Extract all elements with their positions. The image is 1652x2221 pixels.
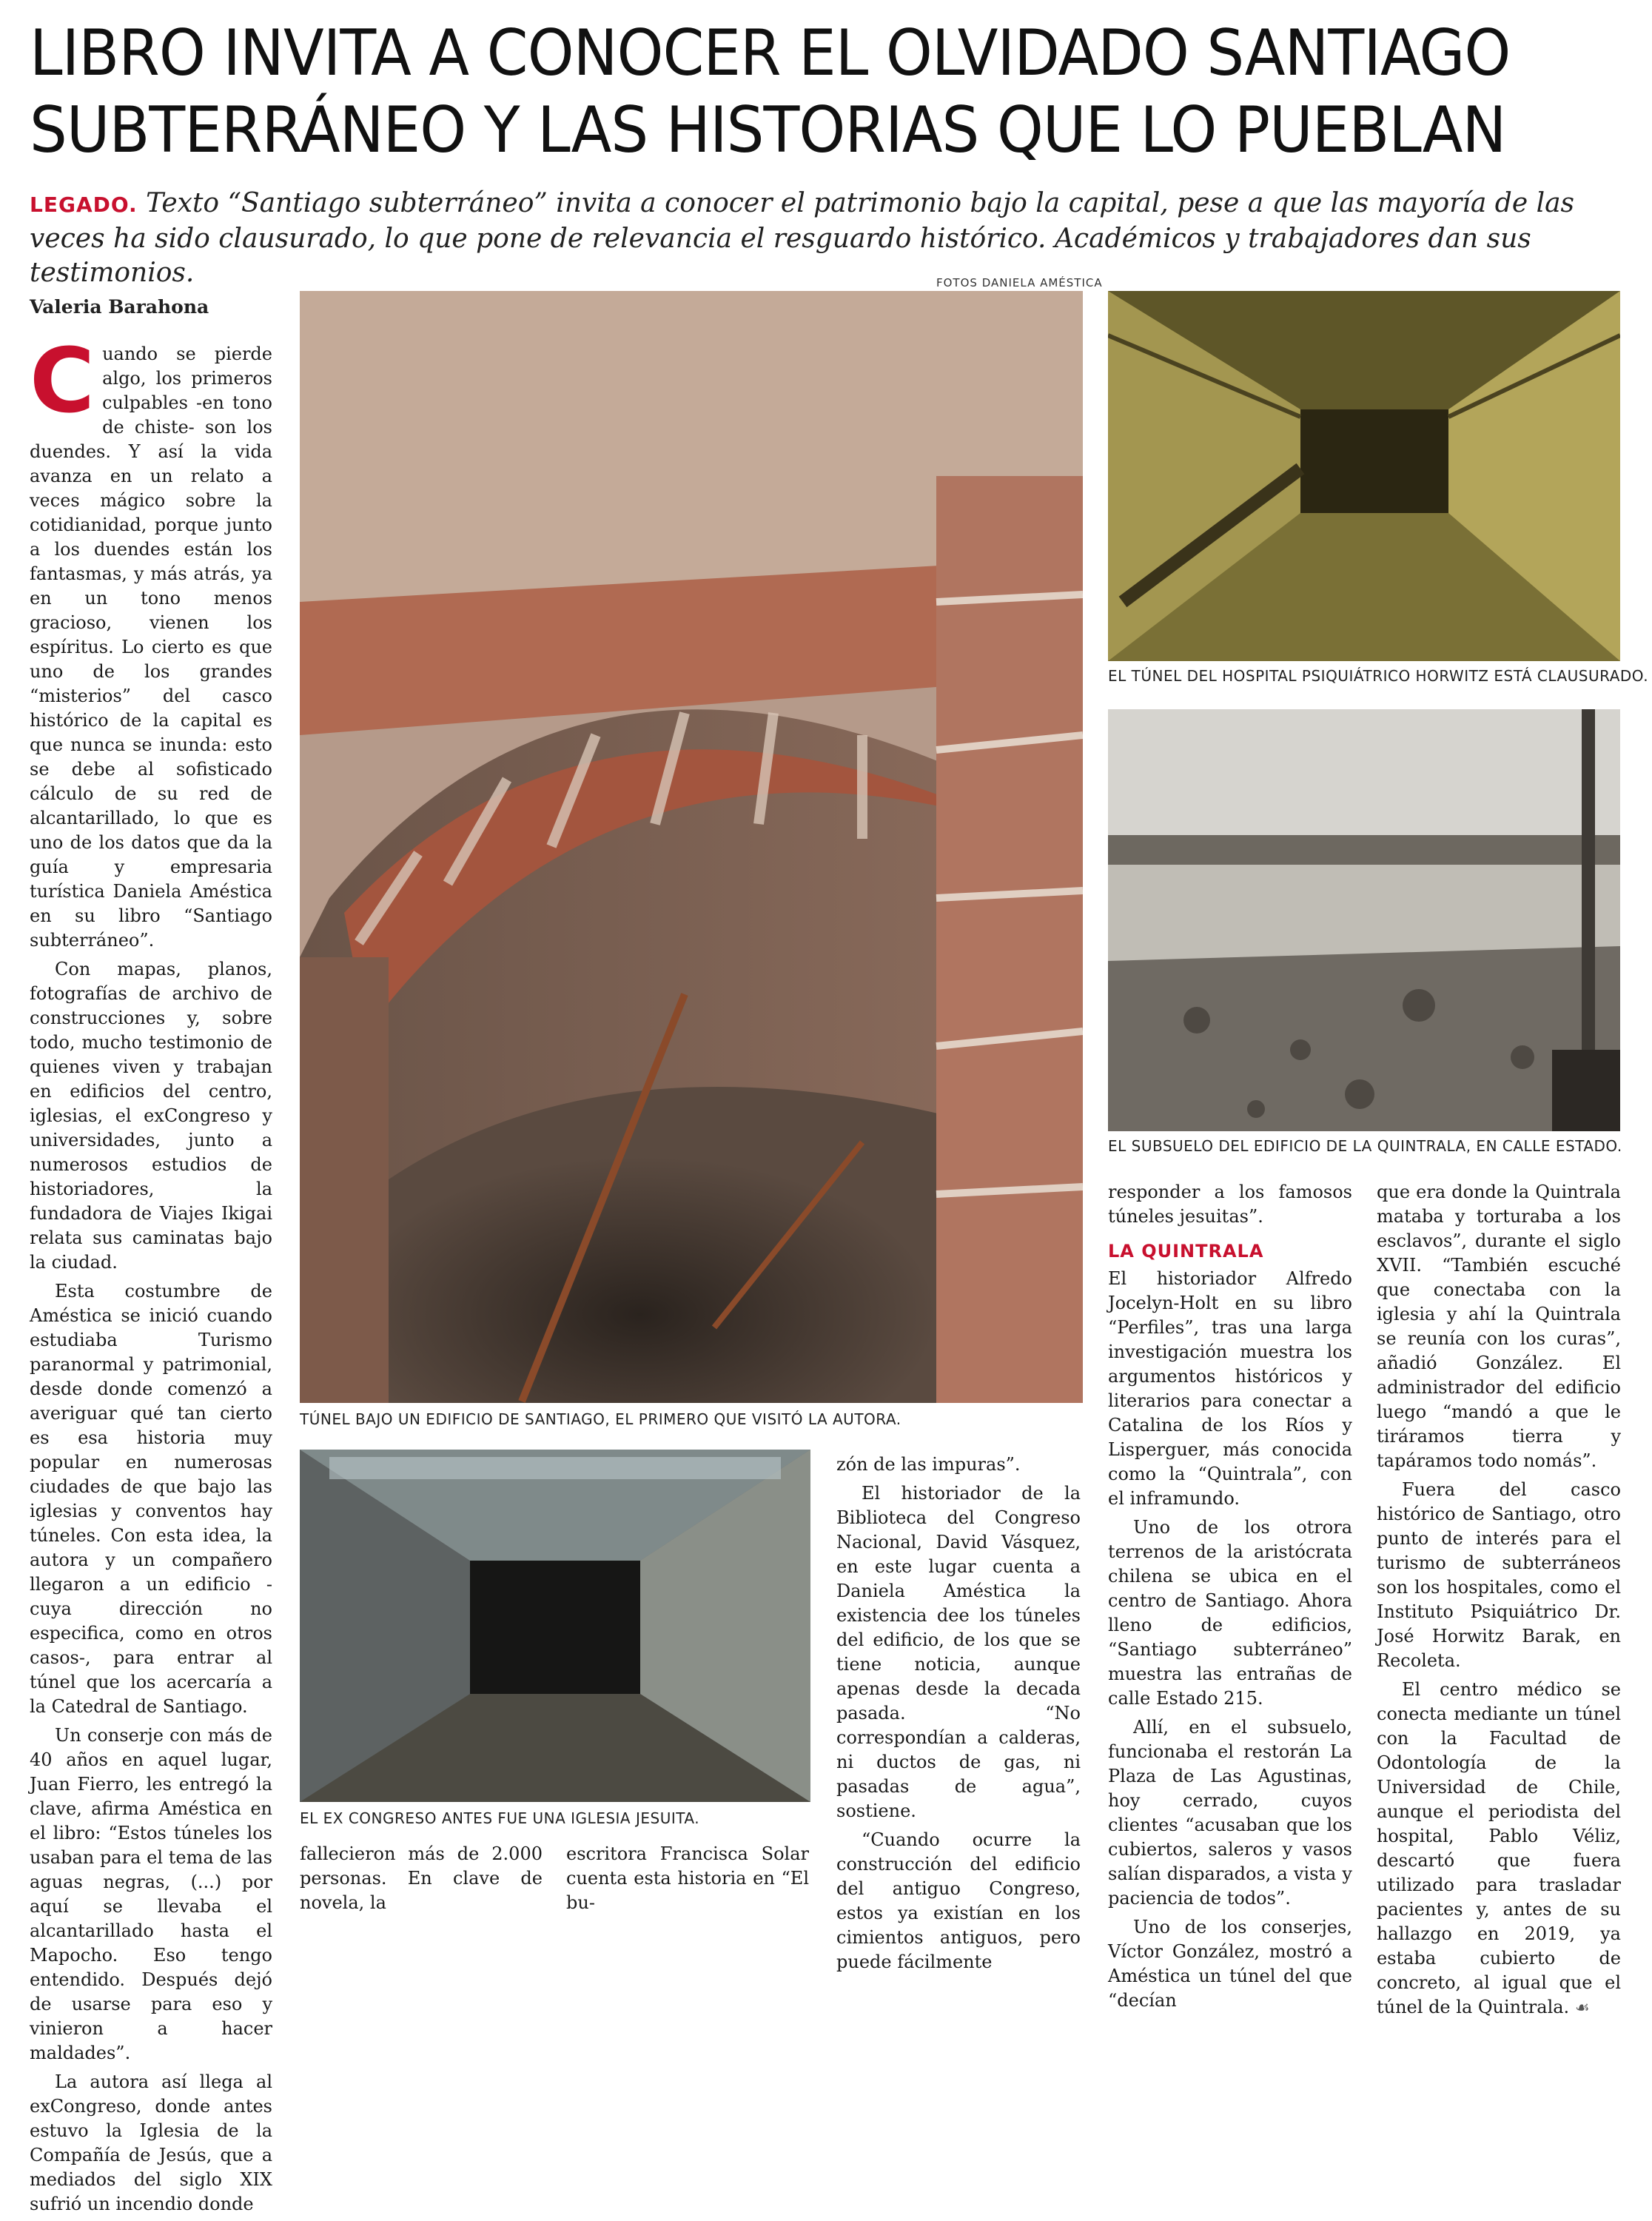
paragraph-1-text: uando se pierde algo, los primeros culpables -en tono de chiste- son los duendes. Y así la vida avanza en un relato a veces mágico sobre la cotidianidad, porque junto a los duendes están los fantasmas, y más atrás, ya en un tono menos gracioso, vienen los espíritus. Lo cierto es que uno de los grandes “misterios” del casco histórico de la capital es que nunca se inunda: esto se debe al sofisticado cálculo de su red de alcantarillado, lo que es uno de los datos que da la guía y empresaria turística Daniela Améstica en su libro “Santiago subterráneo”. [30, 344, 272, 951]
lead-kicker: LEGADO. [30, 192, 138, 217]
column-2 [300, 1842, 543, 1920]
headline-line-1: LIBRO INVITA A CONOCER EL OLVIDADO SANTIAGO [30, 16, 1511, 90]
drop-cap: C [30, 330, 95, 433]
caption-hospital-photo: EL TÚNEL DEL HOSPITAL PSIQUIÁTRICO HORWITZ ESTÁ CLAUSURADO. [1108, 667, 1649, 685]
paragraph-col3: escritora Francisca Solar cuenta esta historia en “El bu- [566, 1843, 809, 1913]
paragraph-col5-4: Allí, en el subsuelo, funcionaba el restorán La Plaza de Las Agustinas, hoy cerrado, cuyos clientes “acusaban que los cubiertos, saleros y vasos salían disparados, a vista y paciencia de todos”. [1108, 1717, 1352, 1909]
paragraph-col4-1: zón de las impuras”. [836, 1454, 1021, 1475]
paragraph-2: Con mapas, planos, fotografías de archivo de construcciones y, sobre todo, mucho testimonio de quienes viven y trabajan en edificios del centro, iglesias, el exCongreso y universidades, junto a numerosos estudios de historiadores, la fundadora de Viajes Ikigai relata sus caminatas bajo la ciudad. [30, 959, 272, 1273]
column-6 [1377, 1180, 1621, 2025]
paragraph-1 [30, 330, 272, 953]
paragraph-col5-5: Uno de los conserjes, Víctor González, mostró a Améstica un túnel del que “decían [1108, 1917, 1352, 2011]
headline-line-2: SUBTERRÁNEO Y LAS HISTORIAS QUE LO PUEBLAN [30, 93, 1506, 167]
column-3 [566, 1842, 809, 1920]
paragraph-col5-1: responder a los famosos túneles jesuitas”. [1108, 1182, 1352, 1227]
column-1 [30, 330, 272, 2221]
subhead-la-quintrala: LA QUINTRALA [1108, 1241, 1264, 1262]
caption-main-photo: TÚNEL BAJO UN EDIFICIO DE SANTIAGO, EL PRIMERO QUE VISITÓ LA AUTORA. [300, 1410, 901, 1428]
lead-paragraph [30, 187, 1636, 290]
paragraph-col6-1: que era donde la Quintrala mataba y torturaba a los esclavos”, durante el siglo XVII. “También escuché que conectaba con la iglesia y ahí la Quintrala se reunía con los curas”, añadió González. El administrador del edificio luego “mandó a que le tiráramos tierra y tapáramos todo nomás”. [1377, 1182, 1621, 1471]
paragraph-4: Un conserje con más de 40 años en aquel lugar, Juan Fierro, les entregó la clave, afirma Améstica en el libro: “Estos túneles los usaban para el tema de las aguas negras, (...) por aquí se llevaba el alcantarillado hasta el Mapocho. Eso tengo entendido. Después dejó de usarse para eso y vinieron a hacer maldades”. [30, 1725, 272, 2063]
photo-quintrala-basement [1108, 709, 1620, 1131]
photo-brick-tunnel [300, 291, 1083, 1403]
photo-credit: FOTOS DANIELA AMÉSTICA [936, 276, 1103, 289]
paragraph-col6-3 [1377, 1678, 1621, 2020]
paragraph-5: La autora así llega al exCongreso, donde antes estuvo la Iglesia de la Compañía de Jesús, que a mediados del siglo XIX sufrió un incendio donde [30, 2071, 272, 2214]
paragraph-col6-3-text: El centro médico se conecta mediante un túnel con la Facultad de Odontología de la Universidad de Chile, aunque el periodista del hospital, Pablo Véliz, descartó que fuera utilizado para trasladar pacientes y, antes de su hallazgo en 2019, ya estaba cubierto de concreto, al igual que el túnel de la Quintrala. [1377, 1679, 1621, 2017]
paragraph-col4-3: “Cuando ocurre la construcción del edificio del antiguo Congreso, estos ya existían en los cimientos antiguos, pero puede fácilmente [836, 1829, 1081, 1972]
paragraph-col4-2: El historiador de la Biblioteca del Congreso Nacional, David Vásquez, en este lugar cuenta a Daniela Améstica la existencia dee los túneles del edificio, de los que se tiene noticia, aunque apenas desde la decada pasada. “No correspondían a calderas, ni ductos de gas, ni pasadas de agua”, sostiene. [836, 1483, 1081, 1821]
paragraph-col2: fallecieron más de 2.000 personas. En clave de novela, la [300, 1843, 543, 1913]
paragraph-3: Esta costumbre de Améstica se inició cuando estudiaba Turismo paranormal y patrimonial, desde donde comenzó a averiguar qué tan cierto es esa historia muy popular en numerosas ciudades de que bajo las iglesias y conventos hay túneles. Con esta idea, la autora y un compañero llegaron a un edificio -cuya dirección no especifica, como en otros casos-, para entrar al túnel que los acercaría a la Catedral de Santiago. [30, 1281, 272, 1717]
column-5 [1108, 1180, 1352, 2017]
paragraph-col5-2: El historiador Alfredo Jocelyn-Holt en su libro “Perfiles”, tras una larga investigación muestra los argumentos históricos y literarios para conectar a Catalina de los Ríos y Lisperguer, más conocida como la “Quintrala”, con el inframundo. [1108, 1268, 1352, 1509]
paragraph-col5-3: Uno de los otrora terrenos de la aristócrata chilena se ubica en el centro de Santiago. Ahora lleno de edificios, “Santiago subterráneo” muestra las entrañas de calle Estado 215. [1108, 1517, 1352, 1709]
column-4 [836, 1453, 1081, 1979]
headline [30, 15, 1517, 169]
caption-congreso-photo: EL EX CONGRESO ANTES FUE UNA IGLESIA JESUITA. [300, 1809, 700, 1827]
caption-quintrala-photo: EL SUBSUELO DEL EDIFICIO DE LA QUINTRALA, EN CALLE ESTADO. [1108, 1137, 1622, 1155]
photo-congreso-tunnel [300, 1450, 810, 1802]
end-mark-icon: ☙ [1574, 1999, 1590, 2017]
byline: Valeria Barahona [30, 296, 209, 318]
lead-text: Texto “Santiago subterráneo” invita a conocer el patrimonio bajo la capital, pese a que las mayoría de las veces ha sido clausurado, lo que pone de relevancia el resguardo histórico. Académicos y trabajadores dan sus testimonios. [30, 188, 1575, 288]
photo-hospital-tunnel [1108, 291, 1620, 661]
paragraph-col6-2: Fuera del casco histórico de Santiago, otro punto de interés para el turismo de subterráneos son los hospitales, como el Instituto Psiquiátrico Dr. José Horwitz Barak, en Recoleta. [1377, 1479, 1621, 1671]
